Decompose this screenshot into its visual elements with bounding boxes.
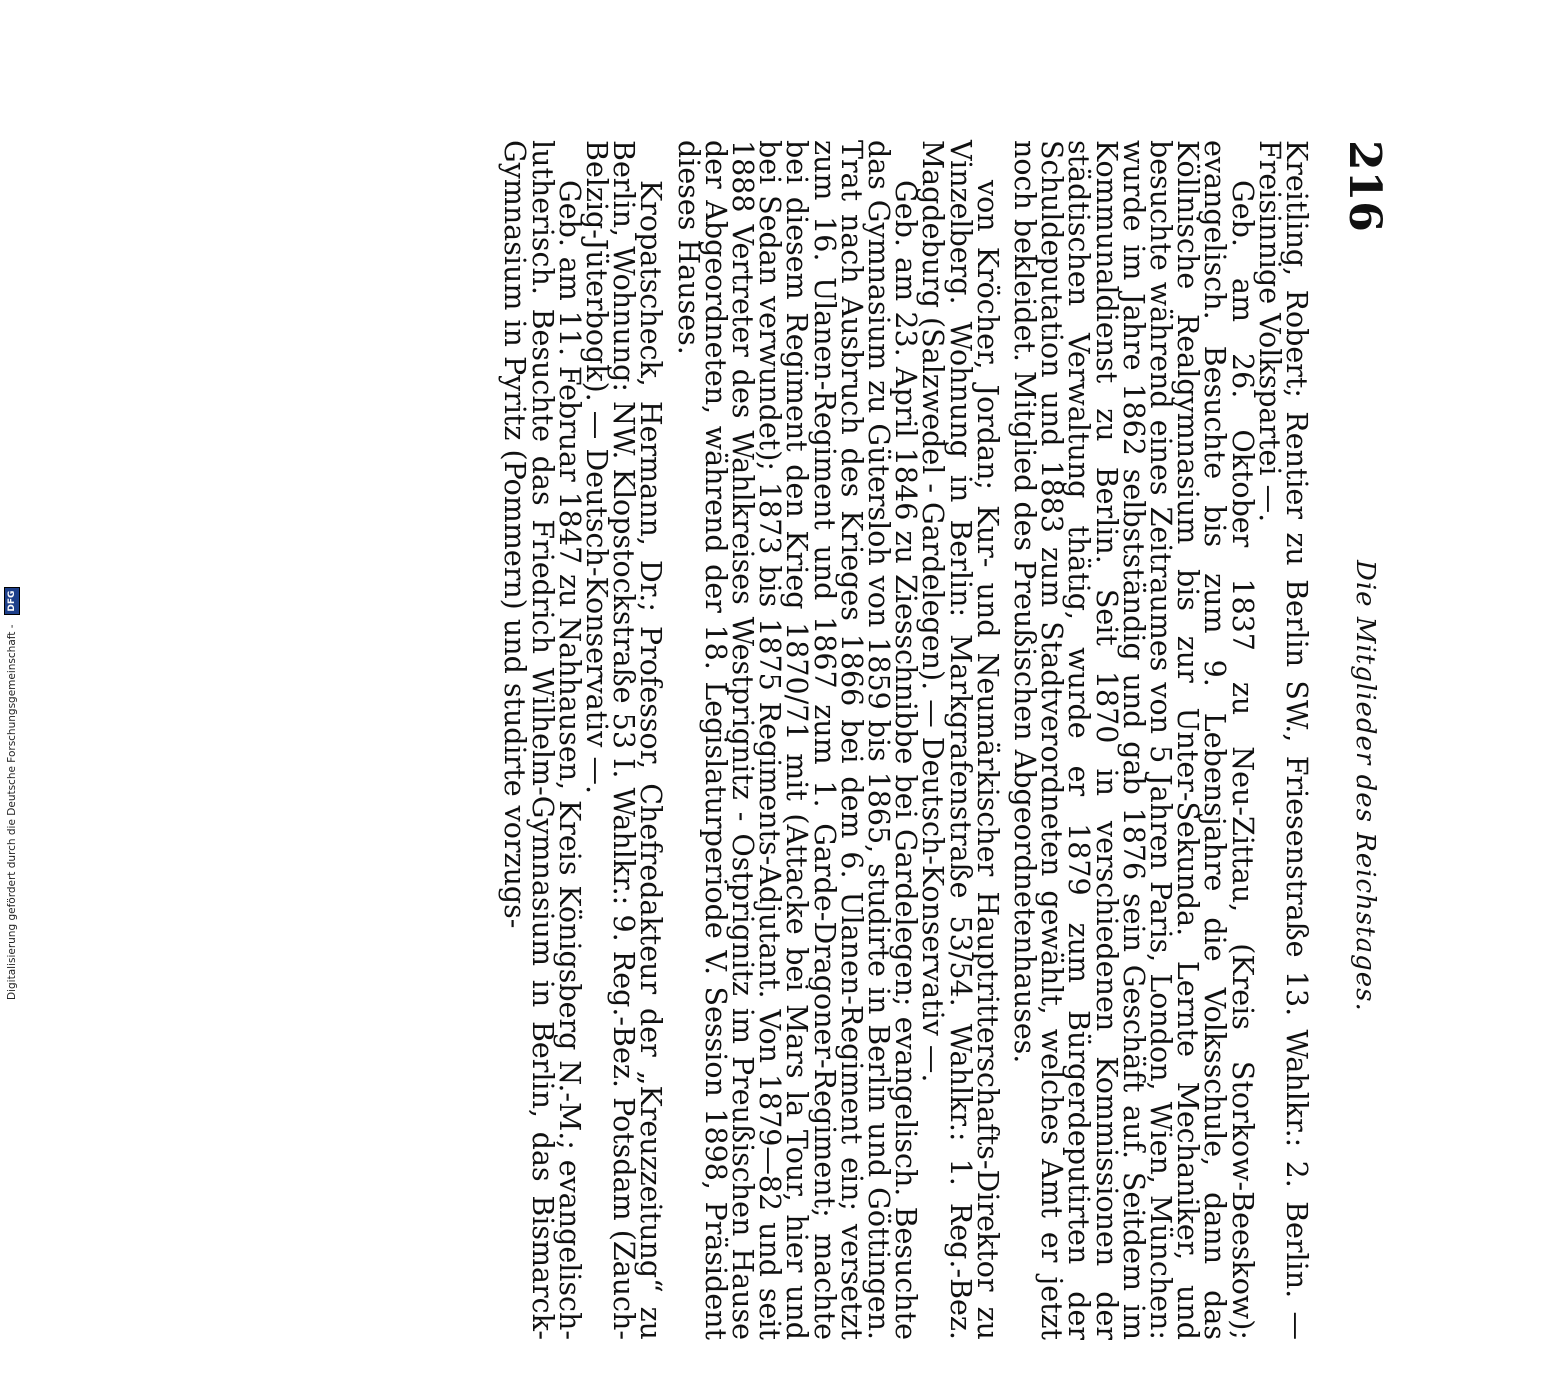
page-header (1320, 140, 1390, 1390)
entry-kropatscheck (498, 140, 668, 1340)
entry-biography: Geb. am 26. Oktober 1837 zu Neu-Zittau, (Kreis Storkow-Beeskow); evangelisch. Besuchte bis zum 9. Lebensjahre die Volksschule, dann das Köllnische Realgymnasium bis zur Unter-Sekunda. Lernte Mechaniker, und besuchte während eines Zeitraumes von 5 Jahren Paris, London, Wien, München: wurde im Jahre 1862 selbstständig und gab 1876 sein Geschäft auf. Seitdem im Kommunaldienst zu Berlin. Seit 1870 in verschiedenen Kommissionen der städtischen Verwaltung thätig, wurde er 1879 zum Bürgerdeputirten der Schuldeputation und 1883 zum Stadtverordneten gewählt, welches Amt er jetzt noch bekleidet. Mitglied des Preußischen Abgeordnetenhauses. (1007, 140, 1259, 1340)
document-page (190, 140, 1390, 1390)
body-text (498, 140, 1313, 1340)
running-head: Die Mitglieder des Reichstages. (1350, 560, 1380, 1012)
page-number: 216 (1339, 140, 1390, 232)
credit-text: Digitalisierung gefördert durch die Deutsche Forschungsgemeinschaft - (6, 624, 18, 1000)
digitization-credit (4, 0, 22, 1000)
entry-kreitling (1007, 140, 1313, 1340)
dfg-logo: DFG (4, 587, 20, 615)
entry-heading: Kropatscheck, Hermann, Dr.; Professor, Chefredakteur der „Kreuzzeitung“ zu Berlin, Wohnung: NW. Klopstockstraße 53 I. Wahlkr.: 9. Reg.-Bez. Potsdam (Zauch-Belzig-Jüterbogk). — Deutsch-Konservativ —. (579, 140, 668, 1340)
entry-biography: Geb. am 23. April 1846 zu Ziesschnibbe bei Gardelegen; evangelisch. Besuchte das Gymnasium zu Gütersloh von 1859 bis 1865, studirte in Berlin und Göttingen. Trat nach Ausbruch des Krieges 1866 bei dem 6. Ulanen-Regiment ein; versetzt zum 16. Ulanen-Regiment und 1867 zum 1. Garde-Dragoner-Regiment; machte bei diesem Regiment den Krieg 1870/71 mit (Attacke bei Mars la Tour, hier und bei Sedan verwundet); 1873 bis 1875 Regiments-Adjutant. Von 1879—82 und seit 1888 Vertreter des Wahlkreises Westprignitz - Ostprignitz im Preußischen Hause der Abgeordneten, während der 18. Legislaturperiode V. Session 1898, Präsident dieses Hauses. (671, 140, 923, 1340)
entry-biography: Geb. am 11. Februar 1847 zu Nahhausen, Kreis Königsberg N.-M.; evangelisch-lutherisch. Besuchte das Friedrich Wilhelm-Gymnasium in Berlin, das Bismarck-Gymnasium in Pyritz (Pommern) und studirte vorzugs- (498, 140, 586, 1340)
entry-heading: von Kröcher, Jordan; Kur- und Neumärkischer Hauptritterschafts-Direktor zu Vinzelberg. Wohnung in Berlin: Markgrafenstraße 53/54. Wahlkr.: 1. Reg.-Bez. Magdeburg (Salzwedel - Gardelegen). — Deutsch-Konservativ —. (916, 140, 1004, 1340)
entry-kroecher (671, 140, 1004, 1340)
entry-heading: Kreitling, Robert; Rentier zu Berlin SW., Friesenstraße 13. Wahlkr.: 2. Berlin. — Freisinnige Volkspartei —. (1252, 140, 1313, 1340)
